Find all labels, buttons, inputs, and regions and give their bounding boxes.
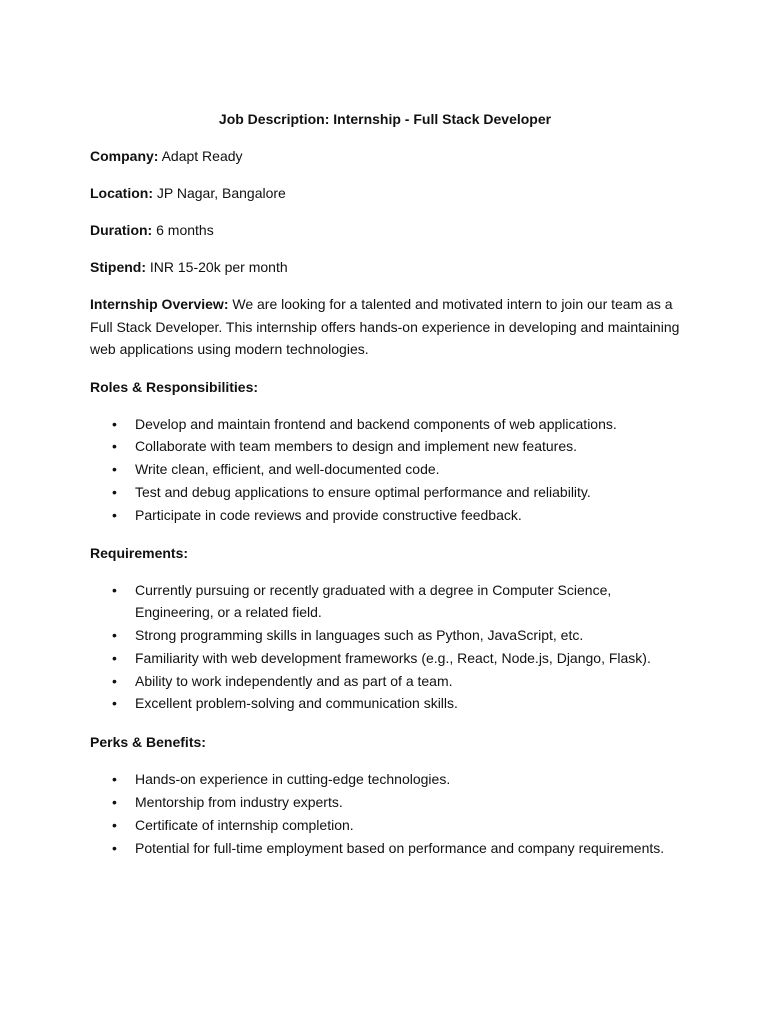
location-label: Location:: [90, 185, 153, 201]
duration-field: [90, 219, 680, 241]
list-item-text: Strong programming skills in languages such as Python, JavaScript, etc.: [135, 627, 584, 644]
list-item: [90, 792, 680, 814]
bullet-icon: •: [112, 483, 117, 500]
bullet-icon: •: [112, 438, 117, 455]
list-item-text: Mentorship from industry experts.: [135, 794, 343, 811]
bullet-icon: •: [112, 506, 117, 523]
list-item: [90, 671, 680, 693]
list-item-text: Test and debug applications to ensure optimal performance and reliability.: [135, 483, 591, 500]
location-field: [90, 182, 680, 204]
bullet-icon: •: [112, 649, 117, 666]
perks-list: [90, 769, 680, 859]
overview-text: We are looking for a talented and motivated intern to join our team as a Full Stack Developer. This internship offers hands-on experience in developing and maintaining web applications using modern technologies.: [90, 296, 680, 357]
list-item-text: Collaborate with team members to design and implement new features.: [135, 438, 577, 455]
bullet-icon: •: [112, 771, 117, 788]
bullet-icon: •: [112, 695, 117, 712]
list-item-text: Excellent problem-solving and communication skills.: [135, 695, 458, 712]
requirements-list: [90, 580, 680, 715]
list-item: [90, 838, 680, 860]
list-item-text: Develop and maintain frontend and backend components of web applications.: [135, 415, 617, 432]
document-content: [90, 108, 680, 875]
stipend-field: [90, 256, 680, 278]
overview-label: Internship Overview:: [90, 296, 229, 312]
list-item: [90, 625, 680, 647]
list-item: [90, 414, 680, 436]
bullet-icon: •: [112, 672, 117, 689]
requirements-heading: Requirements:: [90, 545, 189, 562]
list-item: [90, 459, 680, 481]
list-item-text: Ability to work independently and as part of a team.: [135, 672, 453, 689]
document-title: Job Description: Internship - Full Stack Developer: [218, 111, 552, 127]
bullet-icon: •: [112, 627, 117, 644]
list-item-text: Certificate of internship completion.: [135, 816, 354, 833]
list-item: [90, 769, 680, 791]
list-item: [90, 436, 680, 458]
stipend-label: Stipend:: [90, 259, 146, 275]
company-field: [90, 145, 680, 167]
list-item-text: Participate in code reviews and provide constructive feedback.: [135, 506, 522, 523]
bullet-icon: •: [112, 794, 117, 811]
stipend-value: INR 15-20k per month: [149, 259, 288, 275]
list-item: [90, 482, 680, 504]
list-item: [90, 648, 680, 670]
bullet-icon: •: [112, 461, 117, 478]
list-item: [90, 815, 680, 837]
perks-heading: Perks & Benefits:: [90, 734, 206, 751]
list-item-text: Currently pursuing or recently graduated with a degree in Computer Science, Engineering, or a related field.: [135, 582, 612, 621]
roles-heading: Roles & Responsibilities:: [90, 378, 259, 395]
internship-overview: [90, 293, 680, 361]
bullet-icon: •: [112, 839, 117, 856]
location-value: JP Nagar, Bangalore: [156, 185, 286, 201]
duration-label: Duration:: [90, 222, 153, 238]
list-item-text: Potential for full-time employment based on performance and company requirements.: [135, 839, 665, 856]
company-label: Company:: [90, 148, 159, 164]
duration-value: 6 months: [156, 222, 214, 238]
roles-list: [90, 414, 680, 527]
list-item-text: Familiarity with web development frameworks (e.g., React, Node.js, Django, Flask).: [135, 649, 651, 666]
list-item: [90, 580, 680, 624]
bullet-icon: •: [112, 415, 117, 432]
list-item-text: Hands-on experience in cutting-edge technologies.: [135, 771, 451, 788]
list-item-text: Write clean, efficient, and well-documented code.: [135, 461, 440, 478]
company-value: Adapt Ready: [161, 148, 243, 164]
list-item: [90, 505, 680, 527]
bullet-icon: •: [112, 816, 117, 833]
bullet-icon: •: [112, 582, 117, 599]
list-item: [90, 693, 680, 715]
